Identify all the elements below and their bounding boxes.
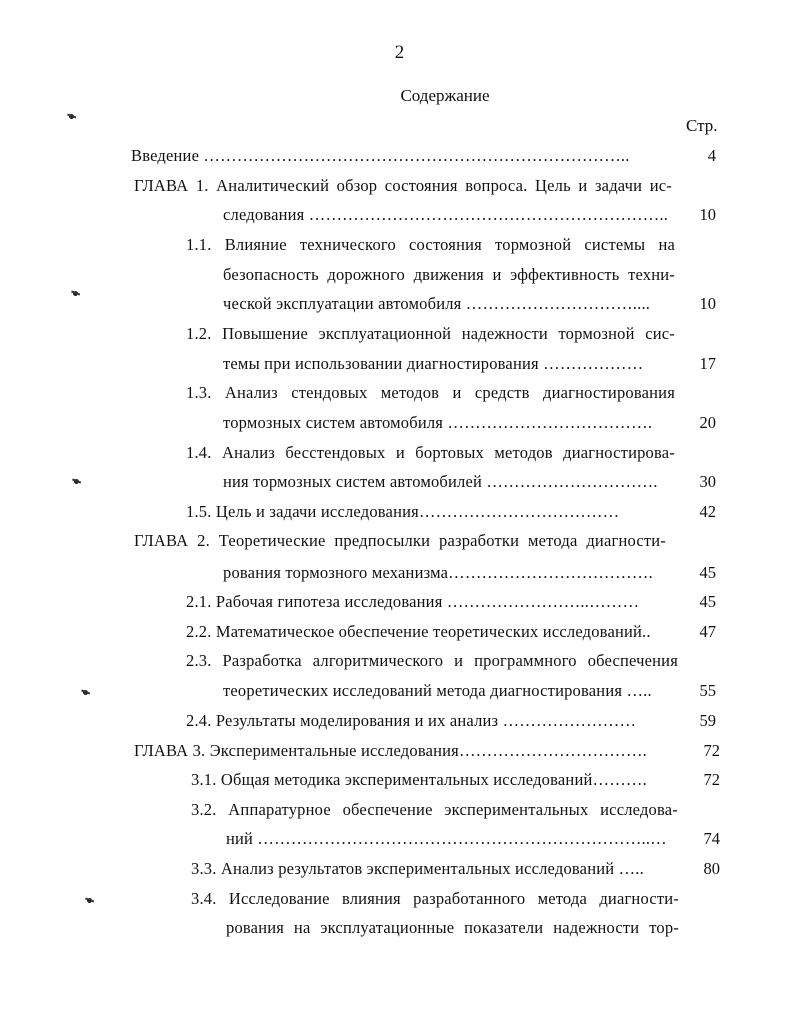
scan-speck-mark (68, 113, 74, 119)
toc-entry-1-4-cont: ния тормозных систем автомобилей …………………………. (223, 472, 658, 491)
toc-entry-1-3-cont: тормозных систем автомобиля ………………………………. (223, 413, 653, 432)
toc-page-chapter-3: 72 (703, 741, 720, 760)
toc-page-chapter-1: 10 (699, 205, 716, 224)
toc-entry-1-2-cont: темы при использовании диагностирования ……………… (223, 354, 644, 373)
toc-entry-1-1-cont2: ческой эксплуатации автомобиля ………………………….... (223, 294, 651, 313)
toc-entry-3-2-cont: ний ……………………………………………………………..… (226, 829, 667, 848)
scan-speck-mark (72, 290, 78, 296)
toc-page-2-4: 59 (699, 711, 716, 730)
toc-page-chapter-2: 45 (699, 563, 716, 582)
toc-entry-1-3[interactable]: 1.3. Анализ стендовых методов и средств диагностирования (186, 383, 675, 402)
toc-entry-chapter-3[interactable]: ГЛАВА 3. Экспериментальные исследования……………………………. (134, 741, 647, 760)
toc-entry-chapter-2-cont: рования тормозного механизма………………………………. (223, 563, 653, 582)
toc-entry-chapter-1[interactable]: ГЛАВА 1. Аналитический обзор состояния вопроса. Цель и задачи ис- (134, 176, 672, 195)
toc-title: Содержание (400, 86, 490, 105)
toc-page-1-1: 10 (699, 294, 716, 313)
toc-entry-2-1[interactable]: 2.1. Рабочая гипотеза исследования ……………………..……… (186, 592, 640, 611)
toc-page-3-3: 80 (703, 859, 720, 878)
toc-entry-intro[interactable]: Введение ………………………………………………………………….. (131, 146, 630, 165)
toc-entry-3-1[interactable]: 3.1. Общая методика экспериментальных исследований………. (191, 770, 647, 789)
scan-speck-mark (73, 478, 79, 484)
toc-entry-1-1[interactable]: 1.1. Влияние технического состояния тормозной системы на (186, 235, 675, 254)
toc-page-3-2: 74 (703, 829, 720, 848)
toc-entry-chapter-2[interactable]: ГЛАВА 2. Теоретические предпосылки разработки метода диагности- (134, 531, 666, 550)
toc-entry-3-2[interactable]: 3.2. Аппаратурное обеспечение экспериментальных исследова- (191, 800, 678, 819)
toc-entry-3-3[interactable]: 3.3. Анализ результатов экспериментальных исследований ….. (191, 859, 644, 878)
toc-page-1-4: 30 (699, 472, 716, 491)
toc-page-2-3: 55 (699, 681, 716, 700)
page-number: 2 (394, 42, 405, 63)
scan-speck-mark (82, 689, 88, 695)
toc-entry-1-1-cont: безопасность дорожного движения и эффективность техни- (223, 265, 675, 284)
toc-entry-2-3-cont: теоретических исследований метода диагностирования ….. (223, 681, 652, 700)
toc-entry-2-4[interactable]: 2.4. Результаты моделирования и их анализ …………………… (186, 711, 637, 730)
toc-entry-1-5[interactable]: 1.5. Цель и задачи исследования……………………………… (186, 502, 620, 521)
toc-page-3-1: 72 (703, 770, 720, 789)
toc-page-1-5: 42 (699, 502, 716, 521)
page-column-label: Стр. (686, 116, 718, 135)
toc-page-1-3: 20 (699, 413, 716, 432)
toc-page-2-2: 47 (699, 622, 716, 641)
toc-entry-2-2[interactable]: 2.2. Математическое обеспечение теоретических исследований.. (186, 622, 651, 641)
toc-entry-1-2[interactable]: 1.2. Повышение эксплуатационной надежности тормозной сис- (186, 324, 675, 343)
toc-page-1-2: 17 (699, 354, 716, 373)
toc-entry-chapter-1-cont: следования ……………………………………………………….. (223, 205, 669, 224)
toc-entry-1-4[interactable]: 1.4. Анализ бесстендовых и бортовых методов диагностирова- (186, 443, 675, 462)
toc-page-2-1: 45 (699, 592, 716, 611)
toc-page-intro: 4 (707, 146, 716, 165)
scan-speck-mark (86, 897, 92, 903)
toc-entry-2-3[interactable]: 2.3. Разработка алгоритмического и программного обеспечения (186, 651, 678, 670)
toc-entry-3-4[interactable]: 3.4. Исследование влияния разработанного метода диагности- (191, 889, 679, 908)
toc-entry-3-4-cont: рования на эксплуатационные показатели надежности тор- (226, 918, 679, 937)
